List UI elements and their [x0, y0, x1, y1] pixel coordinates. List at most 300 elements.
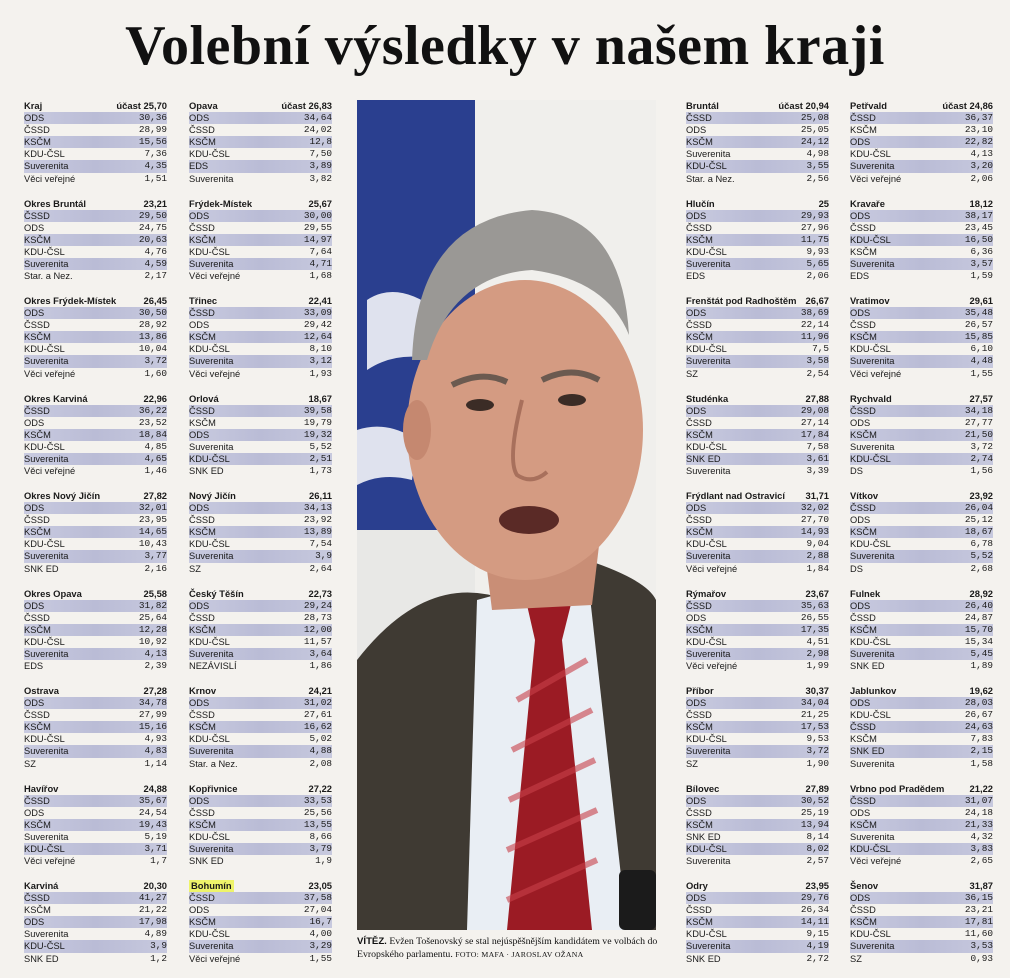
result-row: [686, 112, 829, 124]
block-header: [189, 198, 332, 210]
result-block: [189, 295, 332, 393]
vote-share: 17,84: [800, 428, 829, 440]
party-name: ČSSD: [686, 113, 712, 124]
vote-share: 14,11: [800, 916, 829, 928]
turnout: [144, 880, 167, 892]
result-row: [850, 697, 993, 709]
location-name: Fulnek: [850, 587, 881, 599]
party-name: KDU-ČSL: [24, 149, 65, 160]
location-name: Vrbno pod Pradědem: [850, 782, 945, 794]
party-name: ODS: [686, 503, 707, 514]
vote-share: 41,27: [138, 892, 167, 904]
vote-share: 4,71: [309, 257, 332, 269]
party-name: KSČM: [686, 234, 713, 245]
party-name: KDU-ČSL: [686, 539, 727, 550]
result-row: [24, 368, 167, 380]
result-row: [850, 441, 993, 453]
result-row: [850, 721, 993, 733]
result-row: [686, 319, 829, 331]
party-name: ODS: [686, 308, 707, 319]
party-name: KSČM: [24, 429, 51, 440]
vote-share: 5,52: [970, 550, 993, 562]
result-row: [189, 819, 332, 831]
photo-caption: [357, 936, 661, 961]
vote-share: 31,02: [303, 697, 332, 709]
vote-share: 29,76: [800, 892, 829, 904]
vote-share: 26,55: [800, 611, 829, 623]
result-row: [850, 758, 993, 770]
result-row: [686, 721, 829, 733]
block-header: [686, 880, 829, 892]
vote-share: 7,5: [812, 343, 829, 355]
block-header: [686, 490, 829, 502]
vote-share: 2,98: [806, 647, 829, 659]
result-row: [189, 758, 332, 770]
turnout: [806, 393, 829, 405]
party-name: ČSSD: [24, 405, 50, 416]
block-header: [189, 588, 332, 600]
result-row: [850, 148, 993, 160]
result-row: [686, 807, 829, 819]
result-row: [850, 429, 993, 441]
result-row: [24, 538, 167, 550]
turnout-value: 22,73: [308, 587, 332, 599]
result-row: [850, 904, 993, 916]
party-name: ODS: [24, 917, 45, 928]
location-name: Havířov: [24, 782, 59, 794]
vote-share: 7,36: [144, 148, 167, 160]
vote-share: 26,40: [964, 599, 993, 611]
party-name: Suverenita: [850, 441, 895, 452]
party-name: KDU-ČSL: [686, 344, 727, 355]
result-row: [686, 526, 829, 538]
party-name: KDU-ČSL: [24, 734, 65, 745]
vote-share: 7,64: [309, 245, 332, 257]
party-name: KDU-ČSL: [189, 929, 230, 940]
vote-share: 14,93: [800, 526, 829, 538]
block-header: [686, 295, 829, 307]
party-name: KSČM: [189, 624, 216, 635]
block-header: [189, 100, 332, 112]
party-name: Suverenita: [189, 843, 234, 854]
party-name: ODS: [850, 807, 871, 818]
party-name: ČSSD: [686, 710, 712, 721]
vote-share: 3,89: [309, 160, 332, 172]
block-header: [24, 588, 167, 600]
vote-share: 1,7: [150, 855, 167, 867]
result-row: [24, 405, 167, 417]
result-row: [189, 600, 332, 612]
party-name: ODS: [850, 137, 871, 148]
vote-share: 25,12: [964, 514, 993, 526]
result-row: [850, 648, 993, 660]
result-row: [686, 892, 829, 904]
party-name: ČSSD: [686, 417, 712, 428]
result-block: [189, 880, 332, 978]
result-row: [686, 758, 829, 770]
result-row: [850, 160, 993, 172]
location-name: Opava: [189, 100, 218, 111]
result-row: [686, 563, 829, 575]
result-row: [24, 222, 167, 234]
vote-share: 30,52: [800, 794, 829, 806]
vote-share: 29,42: [303, 319, 332, 331]
location-name: Frenštát pod Radhoštěm: [686, 295, 797, 306]
party-name: ČSSD: [189, 710, 215, 721]
location-name: Kraj: [24, 100, 43, 111]
party-name: SZ: [189, 563, 201, 574]
result-row: [850, 355, 993, 367]
result-row: [189, 660, 332, 672]
result-row: [24, 453, 167, 465]
vote-share: 27,61: [303, 709, 332, 721]
turnout: [970, 490, 993, 502]
vote-share: 1,46: [144, 465, 167, 477]
party-name: Věci veřejné: [686, 563, 738, 574]
turnout: [806, 588, 829, 600]
party-name: Suverenita: [189, 551, 234, 562]
party-name: Suverenita: [24, 746, 69, 757]
party-name: EDS: [686, 271, 706, 282]
party-name: ODS: [24, 807, 45, 818]
result-row: [686, 953, 829, 965]
result-row: [189, 563, 332, 575]
result-row: [189, 429, 332, 441]
party-name: KDU-ČSL: [850, 710, 891, 721]
party-name: KDU-ČSL: [24, 246, 65, 257]
result-row: [686, 222, 829, 234]
result-row: [24, 831, 167, 843]
block-header: [850, 490, 993, 502]
result-row: [850, 819, 993, 831]
result-row: [850, 636, 993, 648]
party-name: KDU-ČSL: [24, 344, 65, 355]
location-name: Kravaře: [850, 197, 885, 209]
result-row: [189, 148, 332, 160]
party-name: EDS: [189, 161, 209, 172]
vote-share: 26,34: [800, 904, 829, 916]
vote-share: 7,58: [806, 440, 829, 452]
party-name: KDU-ČSL: [24, 441, 65, 452]
vote-share: 11,57: [303, 635, 332, 647]
vote-share: 9,93: [806, 245, 829, 257]
turnout-label: účast: [116, 100, 141, 111]
vote-share: 2,06: [806, 270, 829, 282]
party-name: KDU-ČSL: [24, 636, 65, 647]
block-header: [686, 198, 829, 210]
result-row: [850, 343, 993, 355]
result-row: [189, 112, 332, 124]
turnout: [309, 685, 332, 697]
party-name: ČSSD: [189, 612, 215, 623]
party-name: KSČM: [686, 917, 713, 928]
vote-share: 7,83: [970, 733, 993, 745]
vote-share: 11,60: [964, 928, 993, 940]
party-name: ČSSD: [189, 893, 215, 904]
location-name: Krnov: [189, 685, 217, 696]
vote-share: 29,93: [800, 209, 829, 221]
party-name: KSČM: [24, 234, 51, 245]
party-name: ČSSD: [686, 222, 712, 233]
result-row: [189, 612, 332, 624]
vote-share: 31,82: [138, 599, 167, 611]
result-block: [686, 880, 829, 978]
location-name: Petřvald: [850, 100, 887, 111]
result-row: [850, 210, 993, 222]
party-name: KDU-ČSL: [686, 843, 727, 854]
turnout-value: 21,22: [969, 782, 993, 794]
result-row: [24, 721, 167, 733]
result-row: [686, 270, 829, 282]
party-name: Suverenita: [24, 258, 69, 269]
result-row: [24, 148, 167, 160]
vote-share: 6,36: [970, 245, 993, 257]
result-row: [189, 307, 332, 319]
result-row: [850, 745, 993, 757]
caption-lead: VÍTĚZ.: [357, 936, 387, 947]
result-row: [686, 441, 829, 453]
vote-share: 4,35: [144, 160, 167, 172]
result-row: [189, 928, 332, 940]
result-row: [686, 417, 829, 429]
party-name: KSČM: [189, 819, 216, 830]
turnout-value: 23,21: [143, 197, 167, 209]
vote-share: 5,52: [309, 440, 332, 452]
result-row: [686, 940, 829, 952]
block-header: [189, 295, 332, 307]
vote-share: 5,19: [144, 830, 167, 842]
vote-share: 17,53: [800, 721, 829, 733]
party-name: KSČM: [686, 137, 713, 148]
party-name: SNK ED: [686, 453, 721, 464]
result-row: [686, 368, 829, 380]
vote-share: 1,51: [144, 172, 167, 184]
result-block: [24, 685, 167, 783]
vote-share: 1,55: [970, 367, 993, 379]
vote-share: 24,63: [964, 721, 993, 733]
result-row: [850, 331, 993, 343]
party-name: KSČM: [189, 137, 216, 148]
vote-share: 3,12: [309, 355, 332, 367]
party-name: SZ: [686, 758, 698, 769]
result-row: [24, 855, 167, 867]
vote-share: 16,7: [309, 916, 332, 928]
result-row: [850, 807, 993, 819]
vote-share: 4,51: [806, 635, 829, 647]
location-name: Hlučín: [686, 197, 715, 209]
block-header: [850, 880, 993, 892]
party-name: ČSSD: [686, 905, 712, 916]
result-block: [850, 100, 993, 198]
party-name: ČSSD: [850, 113, 876, 124]
result-row: [24, 819, 167, 831]
vote-share: 4,65: [144, 452, 167, 464]
vote-share: 3,72: [970, 440, 993, 452]
block-header: [850, 685, 993, 697]
party-name: KDU-ČSL: [189, 246, 230, 257]
vote-share: 3,77: [144, 550, 167, 562]
location-name: Okres Opava: [24, 587, 82, 599]
result-row: [686, 246, 829, 258]
party-name: SNK ED: [686, 831, 721, 842]
block-header: [24, 685, 167, 697]
turnout: [144, 393, 167, 405]
vote-share: 38,17: [964, 209, 993, 221]
result-row: [850, 709, 993, 721]
turnout-value: 23,67: [805, 587, 829, 599]
vote-share: 4,59: [144, 257, 167, 269]
vote-share: 7,54: [309, 538, 332, 550]
turnout: [970, 685, 993, 697]
results-column-2: [189, 100, 332, 978]
vote-share: 24,02: [303, 124, 332, 136]
result-row: [850, 563, 993, 575]
vote-share: 21,25: [800, 709, 829, 721]
party-name: KSČM: [686, 819, 713, 830]
location-name: Vratimov: [850, 295, 890, 306]
vote-share: 15,85: [964, 331, 993, 343]
vote-share: 16,62: [303, 721, 332, 733]
vote-share: 30,00: [303, 209, 332, 221]
location-name: Jablunkov: [850, 685, 897, 696]
vote-share: 1,56: [970, 465, 993, 477]
result-block: [24, 783, 167, 881]
party-name: KSČM: [189, 527, 216, 538]
location-name: Frýdek-Místek: [189, 197, 253, 209]
result-block: [189, 198, 332, 296]
vote-share: 2,57: [806, 855, 829, 867]
party-name: Suverenita: [189, 648, 234, 659]
result-row: [686, 843, 829, 855]
result-row: [24, 892, 167, 904]
location-name: Odry: [686, 880, 708, 891]
result-row: [189, 795, 332, 807]
microphone: [619, 870, 656, 930]
party-name: ODS: [24, 698, 45, 709]
result-row: [850, 940, 993, 952]
party-name: ODS: [686, 795, 707, 806]
result-block: [24, 393, 167, 491]
result-row: [189, 709, 332, 721]
party-name: Suverenita: [686, 941, 731, 952]
party-name: SZ: [850, 953, 862, 964]
result-row: [189, 453, 332, 465]
result-row: [850, 222, 993, 234]
party-name: SNK ED: [850, 661, 885, 672]
turnout-value: 27,28: [143, 685, 167, 696]
party-name: Věci veřejné: [850, 368, 902, 379]
vote-share: 2,39: [144, 660, 167, 672]
result-row: [686, 160, 829, 172]
turnout-value: 18,67: [308, 392, 332, 404]
party-name: ČSSD: [189, 222, 215, 233]
result-block: [850, 198, 993, 296]
vote-share: 5,45: [970, 647, 993, 659]
result-row: [24, 160, 167, 172]
turnout: [281, 100, 332, 112]
party-name: ODS: [24, 308, 45, 319]
result-row: [24, 234, 167, 246]
turnout-value: 22,41: [308, 295, 332, 306]
vote-share: 25,08: [800, 112, 829, 124]
party-name: Suverenita: [189, 258, 234, 269]
block-header: [189, 490, 332, 502]
result-row: [850, 405, 993, 417]
turnout: [144, 588, 167, 600]
party-name: ODS: [24, 600, 45, 611]
vote-share: 10,04: [138, 343, 167, 355]
party-name: Suverenita: [189, 356, 234, 367]
result-row: [850, 843, 993, 855]
result-row: [686, 355, 829, 367]
turnout-value: 23,05: [308, 880, 332, 891]
party-name: ODS: [850, 600, 871, 611]
party-name: ODS: [850, 698, 871, 709]
result-row: [189, 465, 332, 477]
turnout: [970, 393, 993, 405]
result-row: [850, 368, 993, 380]
vote-share: 31,07: [964, 794, 993, 806]
vote-share: 3,58: [806, 355, 829, 367]
result-row: [189, 270, 332, 282]
vote-share: 8,66: [309, 830, 332, 842]
location-name: Okres Karviná: [24, 392, 88, 404]
result-row: [189, 733, 332, 745]
result-row: [686, 904, 829, 916]
vote-share: 12,8: [309, 136, 332, 148]
result-row: [24, 550, 167, 562]
location-name: Kopřivnice: [189, 782, 238, 794]
result-row: [850, 112, 993, 124]
vote-share: 6,10: [970, 343, 993, 355]
vote-share: 24,12: [800, 136, 829, 148]
result-row: [850, 795, 993, 807]
party-name: KDU-ČSL: [850, 234, 891, 245]
party-name: KSČM: [24, 722, 51, 733]
block-header: [24, 490, 167, 502]
party-name: ČSSD: [189, 308, 215, 319]
vote-share: 24,18: [964, 806, 993, 818]
result-row: [850, 831, 993, 843]
party-name: ČSSD: [850, 905, 876, 916]
vote-share: 18,84: [138, 428, 167, 440]
result-row: [24, 417, 167, 429]
result-row: [24, 660, 167, 672]
vote-share: 33,53: [303, 794, 332, 806]
party-name: Suverenita: [850, 356, 895, 367]
result-row: [189, 160, 332, 172]
party-name: Věci veřejné: [24, 466, 76, 477]
result-row: [686, 697, 829, 709]
vote-share: 1,14: [144, 757, 167, 769]
party-name: ODS: [850, 893, 871, 904]
result-row: [686, 831, 829, 843]
result-row: [24, 758, 167, 770]
turnout-value: 26,45: [143, 295, 167, 306]
vote-share: 9,15: [806, 928, 829, 940]
result-row: [189, 636, 332, 648]
result-row: [686, 745, 829, 757]
vote-share: 2,68: [970, 562, 993, 574]
turnout-value: 23,95: [805, 880, 829, 891]
party-name: ODS: [189, 600, 210, 611]
vote-share: 27,96: [800, 221, 829, 233]
location-name: Vítkov: [850, 490, 879, 501]
turnout-value: 24,21: [308, 685, 332, 696]
party-name: KDU-ČSL: [686, 161, 727, 172]
party-name: KSČM: [24, 624, 51, 635]
location-name: Rychvald: [850, 392, 892, 404]
